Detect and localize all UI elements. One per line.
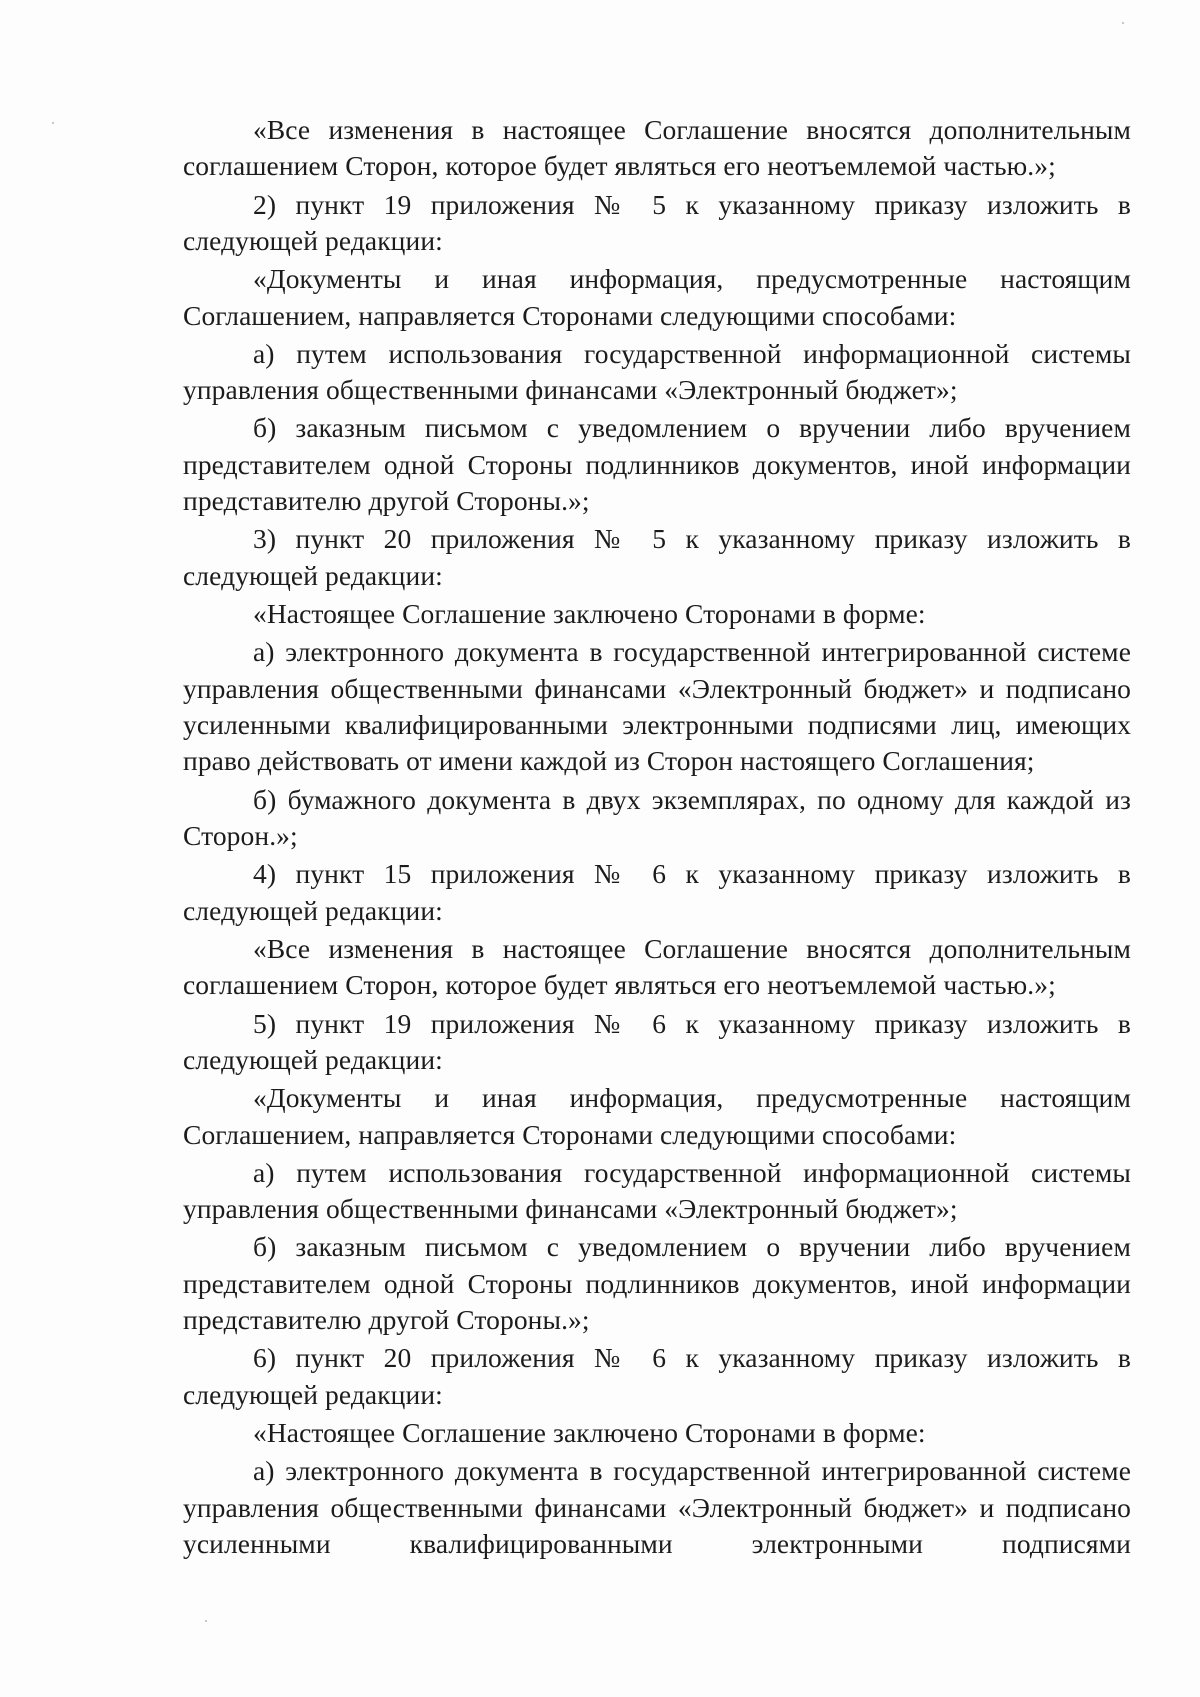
paragraph: «Все изменения в настоящее Соглашение вносятся дополнительным соглашением Сторон, которое будет являться его неотъемлемой частью.»; (183, 114, 1131, 182)
paragraph: «Документы и иная информация, предусмотренные настоящим Соглашением, направляется Сторонами следующими способами: (183, 1082, 1131, 1150)
scan-speck (52, 122, 54, 124)
paragraph: б) заказным письмом с уведомлением о вручении либо вручением представителем одной Стороны подлинников документов, иной информации представителю другой Стороны.»; (183, 1231, 1131, 1336)
paragraph: 2) пункт 19 приложения № 5 к указанному приказу изложить в следующей редакции: (183, 188, 1131, 257)
paragraph: «Все изменения в настоящее Соглашение вносятся дополнительным соглашением Сторон, которое будет являться его неотъемлемой частью.»; (183, 932, 1131, 1001)
paragraph: «Настоящее Соглашение заключено Сторонами в форме: (253, 598, 926, 630)
paragraph: «Документы и иная информация, предусмотренные настоящим Соглашением, направляется Сторонами следующими способами: (183, 263, 1131, 331)
paragraph: а) путем использования государственной информационной системы управления общественными финансами «Электронный бюджет»; (183, 337, 1131, 406)
scan-speck (1122, 22, 1124, 24)
paragraph: «Настоящее Соглашение заключено Сторонами в форме: (253, 1416, 926, 1448)
scan-speck (205, 1620, 207, 1622)
paragraph: 5) пункт 19 приложения № 6 к указанному приказу изложить в следующей редакции: (183, 1007, 1131, 1075)
paragraph: а) путем использования государственной информационной системы управления общественными финансами «Электронный бюджет»; (183, 1156, 1131, 1225)
paragraph: б) заказным письмом с уведомлением о вручении либо вручением представителем одной Стороны подлинников документов, иной информации представителю другой Стороны.»; (183, 412, 1131, 517)
paragraph: 6) пункт 20 приложения № 6 к указанному приказу изложить в следующей редакции: (183, 1342, 1131, 1410)
paragraph: а) электронного документа в государственной интегрированной системе управления общественными финансами «Электронный бюджет» и подписано усиленными квалифицированными электронными подписями (183, 1455, 1131, 1559)
paragraph: б) бумажного документа в двух экземплярах, по одному для каждой из Сторон.»; (183, 783, 1131, 852)
paragraph: 4) пункт 15 приложения № 6 к указанному приказу изложить в следующей редакции: (183, 858, 1131, 926)
paragraph: а) электронного документа в государственной интегрированной системе управления общественными финансами «Электронный бюджет» и подписано усиленными квалифицированными электронными подписями лиц, имеющих право действовать от имени каждой из Сторон настоящего Соглашения; (183, 636, 1131, 777)
paragraph: 3) пункт 20 приложения № 5 к указанному приказу изложить в следующей редакции: (183, 523, 1131, 591)
document-body (183, 112, 1131, 1562)
